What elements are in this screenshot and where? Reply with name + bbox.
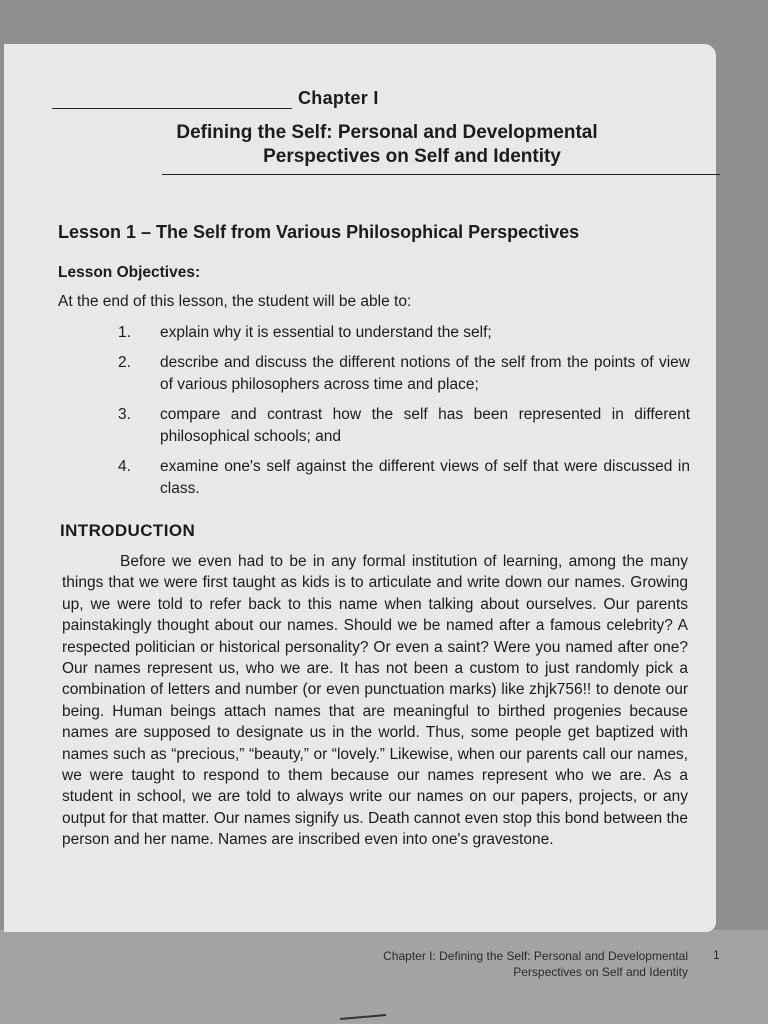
objective-number: 2. [118,354,131,371]
running-footer [383,948,688,980]
objectives-intro: At the end of this lesson, the student will be able to: [58,293,412,310]
chapter-title-line-1: Defining the Self: Personal and Developmental [176,122,598,143]
objective-number: 4. [118,458,131,475]
footer-line-2: Perspectives on Self and Identity [513,965,688,979]
chapter-title-line-2: Perspectives on Self and Identity [263,146,561,167]
footer-line-1: Chapter I: Defining the Self: Personal and Developmental [383,949,688,963]
objective-item [118,456,690,500]
lesson-title: Lesson 1 – The Self from Various Philosophical Perspectives [58,222,580,242]
bleed-through-shadow [60,75,700,275]
header-rule-bottom [162,174,720,175]
introduction-heading: INTRODUCTION [60,521,196,540]
objective-text: describe and discuss the different notions of the self from the points of view of various philosophers across time and place; [160,354,690,393]
objective-number: 3. [118,406,131,423]
objective-item [118,322,690,344]
introduction-paragraph: Before we even had to be in any formal institution of learning, among the many things that we were first taught as kids is to articulate and write down our names. Growing up, we were told to refer back to this name when talking about ourselves. Our parents painstakingly thought about our names. Should we be named after a famous celebrity? A respected politician or historical personality? Or even a saint? Were you named after one? Our names represent us, who we are. It has not been a custom to just randomly pick a combination of letters and number (or even punctuation marks) like zhjk756!! to denote our being. Human beings attach names that are meaningful to birthed progenies because names are supposed to designate us in the world. Thus, some people get baptized with names such as “precious,” “beauty,” or “lovely.” Likewise, when our parents call our names, we were taught to respond to them because our names represent who we are. As a student in school, we are told to always write our names on our papers, projects, or any output for that matter. Our names signify us. Death cannot even stop this bond between the person and her name. Names are inscribed even into one's gravestone. [62,553,688,849]
objective-text: explain why it is essential to understand the self; [160,324,492,341]
header-rule-top [52,108,292,109]
chapter-label: Chapter I [298,88,379,108]
objectives-heading: Lesson Objectives: [58,264,201,281]
objective-item [118,404,690,448]
objective-text: examine one's self against the different views of self that were discussed in class. [160,458,690,497]
objectives-list [118,322,690,508]
introduction-body [62,551,688,851]
chapter-title [52,121,722,169]
objective-number: 1. [118,324,131,341]
objective-item [118,352,690,396]
page-number: 1 [713,948,720,962]
objective-text: compare and contrast how the self has been represented in different philosophical schools; and [160,406,690,445]
